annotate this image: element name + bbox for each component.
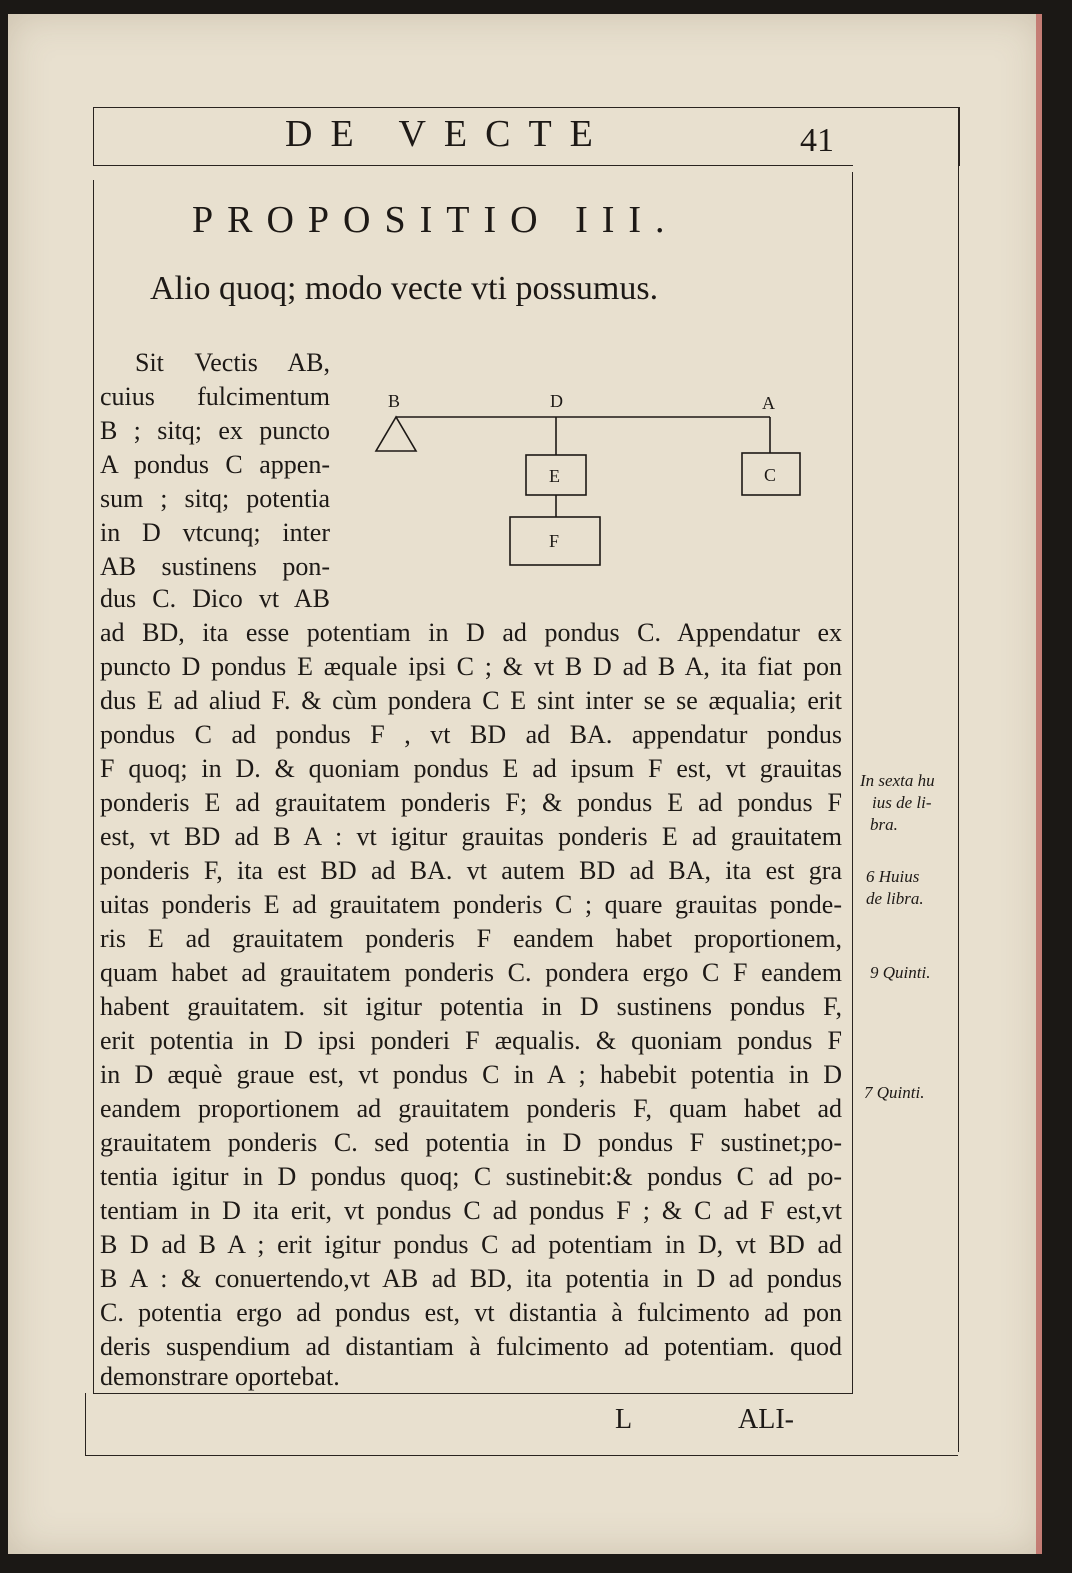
label-a: A <box>762 393 775 413</box>
text-frame-right <box>852 172 853 1393</box>
label-c: C <box>764 465 777 485</box>
header-rule <box>93 165 853 166</box>
margin-note-4 <box>864 1082 924 1104</box>
outer-frame-right <box>958 107 959 1452</box>
body-line: ponderis E ad grauitatem ponderis F; & pondus E ad pondus F <box>100 788 842 817</box>
body-line: pondus C ad pondus F , vt BD ad BA. appendatur pondus <box>100 720 842 749</box>
outer-frame-bottom <box>85 1455 958 1456</box>
margin-note-line: de libra. <box>866 889 924 908</box>
running-title: DE VECTE <box>285 113 611 155</box>
margin-note-line: In sexta hu <box>860 771 935 790</box>
body-line: est, vt BD ad B A : vt igitur grauitas ponderis E ad grauitatem <box>100 822 842 851</box>
margin-note-line: 6 Huius <box>866 867 920 886</box>
body-line: tentiam in D ita erit, vt pondus C ad pondus F ; & C ad F est,vt <box>100 1196 842 1225</box>
body-line-last: demonstrare oportebat. <box>100 1362 340 1391</box>
margin-note-1 <box>860 770 935 836</box>
body-line: F quoq; in D. & quoniam pondus E ad ipsum F est, vt grauitas <box>100 754 842 783</box>
margin-note-line: 9 Quinti. <box>870 963 931 982</box>
label-e: E <box>549 466 560 486</box>
page-number: 41 <box>800 122 834 159</box>
outer-frame-left <box>85 1393 86 1455</box>
body-line: eandem proportionem ad grauitatem ponderis F, quam habet ad <box>100 1094 842 1123</box>
body-line: uitas ponderis E ad grauitatem ponderis C ; quare grauitas ponde- <box>100 890 842 919</box>
intro-line: dus C. Dico vt AB <box>100 584 330 613</box>
body-line: quam habet ad grauitatem ponderis C. pondera ergo C F eandem <box>100 958 842 987</box>
page-edge <box>1036 14 1042 1554</box>
proposition-subtitle: Alio quoq; modo vecte vti possumus. <box>150 270 659 307</box>
margin-note-3 <box>870 962 930 984</box>
body-line: B D ad B A ; erit igitur pondus C ad potentiam in D, vt BD ad <box>100 1230 842 1259</box>
label-d: D <box>550 391 563 411</box>
body-line: in D æquè graue est, vt pondus C in A ; habebit potentia in D <box>100 1060 842 1089</box>
label-f: F <box>549 531 560 551</box>
lever-diagram <box>360 385 820 585</box>
signature-mark: L <box>615 1404 633 1435</box>
body-line: puncto D pondus E æquale ipsi C ; & vt B D ad B A, ita fiat pon <box>100 652 842 681</box>
margin-note-line: 7 Quinti. <box>864 1083 925 1102</box>
intro-line: cuius fulcimentum <box>100 382 330 411</box>
intro-line: Sit Vectis AB, <box>135 348 330 377</box>
intro-line: A pondus C appen- <box>100 450 330 479</box>
text-frame-left <box>93 180 94 1393</box>
body-line: ris E ad grauitatem ponderis F eandem habet proportionem, <box>100 924 842 953</box>
body-line: dus E ad aliud F. & cùm pondera C E sint inter se se æqualia; erit <box>100 686 842 715</box>
body-line: tentia igitur in D pondus quoq; C sustinebit:& pondus C ad po- <box>100 1162 842 1191</box>
margin-note-line: bra. <box>870 815 898 834</box>
catchword: ALI- <box>738 1404 794 1435</box>
body-line: deris suspendium ad distantiam à fulcimento ad potentiam. quod <box>100 1332 842 1361</box>
body-line: habent grauitatem. sit igitur potentia in D sustinens pondus F, <box>100 992 842 1021</box>
body-line: B A : & conuertendo,vt AB ad BD, ita potentia in D ad pondus <box>100 1264 842 1293</box>
proposition-title: PROPOSITIO III. <box>192 199 679 241</box>
body-line: ponderis F, ita est BD ad BA. vt autem BD ad BA, ita est gra <box>100 856 842 885</box>
body-line: grauitatem ponderis C. sed potentia in D pondus F sustinet;po- <box>100 1128 842 1157</box>
intro-line: B ; sitq; ex puncto <box>100 416 330 445</box>
intro-line: sum ; sitq; potentia <box>100 484 330 513</box>
label-b: B <box>388 391 401 411</box>
body-line: ad BD, ita esse potentiam in D ad pondus C. Appendatur ex <box>100 618 842 647</box>
intro-line: in D vtcunq; inter <box>100 518 330 547</box>
margin-note-2 <box>866 866 924 910</box>
intro-line: AB sustinens pon- <box>100 552 330 581</box>
body-line: erit potentia in D ipsi ponderi F æqualis. & quoniam pondus F <box>100 1026 842 1055</box>
margin-note-line: ius de li- <box>872 793 932 812</box>
body-line: C. potentia ergo ad pondus est, vt distantia à fulcimento ad pon <box>100 1298 842 1327</box>
fulcrum-triangle <box>376 417 416 451</box>
